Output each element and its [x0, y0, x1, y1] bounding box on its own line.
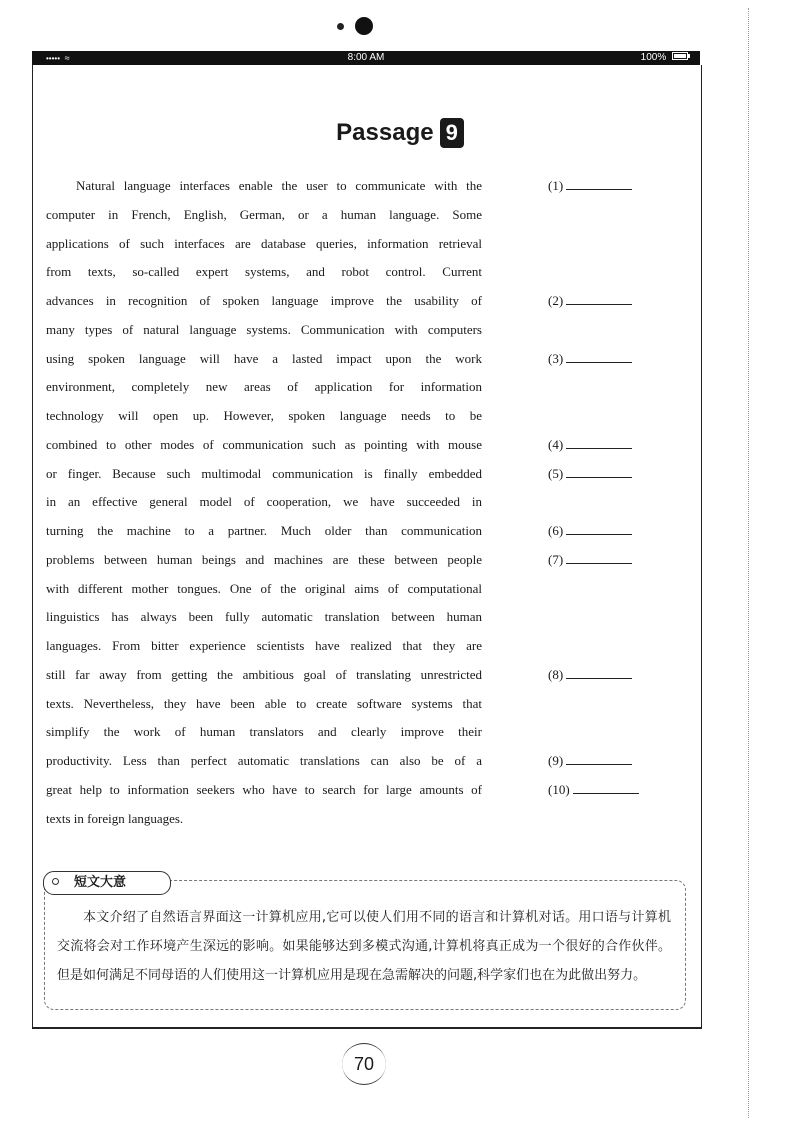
- summary-box: [44, 875, 686, 1010]
- passage-line: environment, completely new areas of application for information: [46, 379, 482, 395]
- blank-number: (1): [548, 178, 564, 193]
- blank-row: [548, 205, 658, 234]
- battery-icon: [672, 52, 688, 60]
- status-time: 8:00 AM: [347, 52, 385, 63]
- blank-row: [548, 780, 658, 809]
- blank-row: [548, 694, 658, 723]
- blank-row: [548, 636, 658, 665]
- blank-row: [548, 234, 658, 263]
- passage-line: applications of such interfaces are database queries, information retrieval: [46, 235, 482, 251]
- passage-line: simplify the work of human translators and clearly improve their: [46, 724, 482, 740]
- blank-number: (10): [548, 781, 570, 797]
- passage-line: texts. Nevertheless, they have been able to create software systems that: [46, 695, 482, 711]
- passage-line: languages. From bitter experience scientists have realized that they are: [46, 638, 482, 653]
- passage-line: texts in foreign languages.: [46, 810, 184, 826]
- passage-line: Natural language interfaces enable the user to communicate with the: [76, 178, 482, 193]
- camera-lens-icon: [355, 17, 373, 35]
- blank-row: [548, 262, 658, 291]
- blank-number: (7): [548, 551, 564, 567]
- status-bar: [32, 51, 700, 65]
- camera-sensor-icon: [337, 23, 344, 30]
- blank-number: (5): [548, 465, 564, 481]
- passage-title-text: Passage: [336, 119, 434, 146]
- passage-line: technology will open up. However, spoken language needs to be: [46, 408, 482, 423]
- passage-line: computer in French, English, German, or a human language. Some: [46, 206, 482, 222]
- passage-line: or finger. Because such multimodal communication is finally embedded: [46, 465, 482, 481]
- passage-line: turning the machine to a partner. Much older than communication: [46, 523, 482, 538]
- blank-row: [548, 809, 658, 838]
- blank-row: [548, 349, 658, 378]
- summary-text: 本文介绍了自然语言界面这一计算机应用,它可以使人们用不同的语言和计算机对话。用口语与计算机交流将会对工作环境产生深远的影响。如果能够达到多模式沟通,计算机将真正成为一个很好的合作伙伴。但是如何满足不同母语的人们使用这一计算机应用是现在急需解决的问题,科学家们也在为此做出努力。: [57, 910, 671, 983]
- answer-blank[interactable]: [566, 176, 632, 190]
- passage-line: from texts, so-called expert systems, and robot control. Current: [46, 264, 482, 280]
- passage-line: many types of natural language systems. Communication with computers: [46, 321, 482, 337]
- blank-number: (8): [548, 666, 564, 682]
- summary-heading: 短文大意: [43, 871, 171, 895]
- blank-row: [548, 722, 658, 751]
- answer-blank[interactable]: [573, 780, 639, 794]
- passage-line: great help to information seekers who have to search for large amounts of: [46, 781, 482, 797]
- passage-line: with different mother tongues. One of the original aims of computational: [46, 580, 482, 596]
- passage-line: combined to other modes of communication such as pointing with mouse: [46, 436, 482, 452]
- answer-blank[interactable]: [566, 291, 632, 305]
- scan-edge-marks: [748, 8, 753, 1118]
- wifi-icon: ≈: [64, 53, 70, 63]
- blank-row: [548, 320, 658, 349]
- passage-line: productivity. Less than perfect automatic translations can also be of a: [46, 753, 482, 768]
- blank-number: (6): [548, 523, 564, 538]
- signal-strength-icon: •••••: [46, 54, 61, 63]
- answer-blank[interactable]: [566, 435, 632, 449]
- blank-row: [548, 579, 658, 608]
- blank-row: [548, 464, 658, 493]
- passage-line: using spoken language will have a lasted impact upon the work: [46, 350, 482, 366]
- blank-number: (4): [548, 436, 564, 452]
- blank-number: (9): [548, 753, 564, 768]
- answer-blank[interactable]: [566, 521, 632, 535]
- blank-row: [548, 751, 658, 780]
- passage-text: [46, 176, 482, 837]
- answer-blank[interactable]: [566, 751, 632, 765]
- blank-row: [548, 550, 658, 579]
- blank-row: [548, 377, 658, 406]
- answer-blank[interactable]: [566, 665, 632, 679]
- answer-blank[interactable]: [566, 464, 632, 478]
- blank-row: [548, 435, 658, 464]
- blank-row: [548, 665, 658, 694]
- blank-row: [548, 521, 658, 550]
- battery-indicator: [641, 51, 688, 65]
- page-title: [0, 116, 800, 150]
- answer-blank[interactable]: [566, 550, 632, 564]
- blank-row: [548, 176, 658, 205]
- passage-line: in an effective general model of cooperation, we have succeeded in: [46, 494, 482, 510]
- camera-dots: [337, 17, 377, 37]
- blank-number: (3): [548, 350, 564, 366]
- blank-row: [548, 607, 658, 636]
- passage-line: linguistics has always been fully automatic translation between human: [46, 609, 482, 625]
- page-number: 70: [342, 1043, 386, 1085]
- passage-line: advances in recognition of spoken language improve the usability of: [46, 293, 482, 308]
- answer-blank[interactable]: [566, 349, 632, 363]
- passage-line: still far away from getting the ambitious goal of translating unrestricted: [46, 666, 482, 682]
- battery-percent: 100%: [640, 52, 667, 63]
- blank-row: [548, 492, 658, 521]
- blank-number: (2): [548, 293, 564, 308]
- passage-number-badge: 9: [440, 118, 464, 148]
- blank-row: [548, 406, 658, 435]
- passage-line: problems between human beings and machines are these between people: [46, 551, 482, 567]
- blank-row: [548, 291, 658, 320]
- answer-blanks-column: [548, 176, 658, 837]
